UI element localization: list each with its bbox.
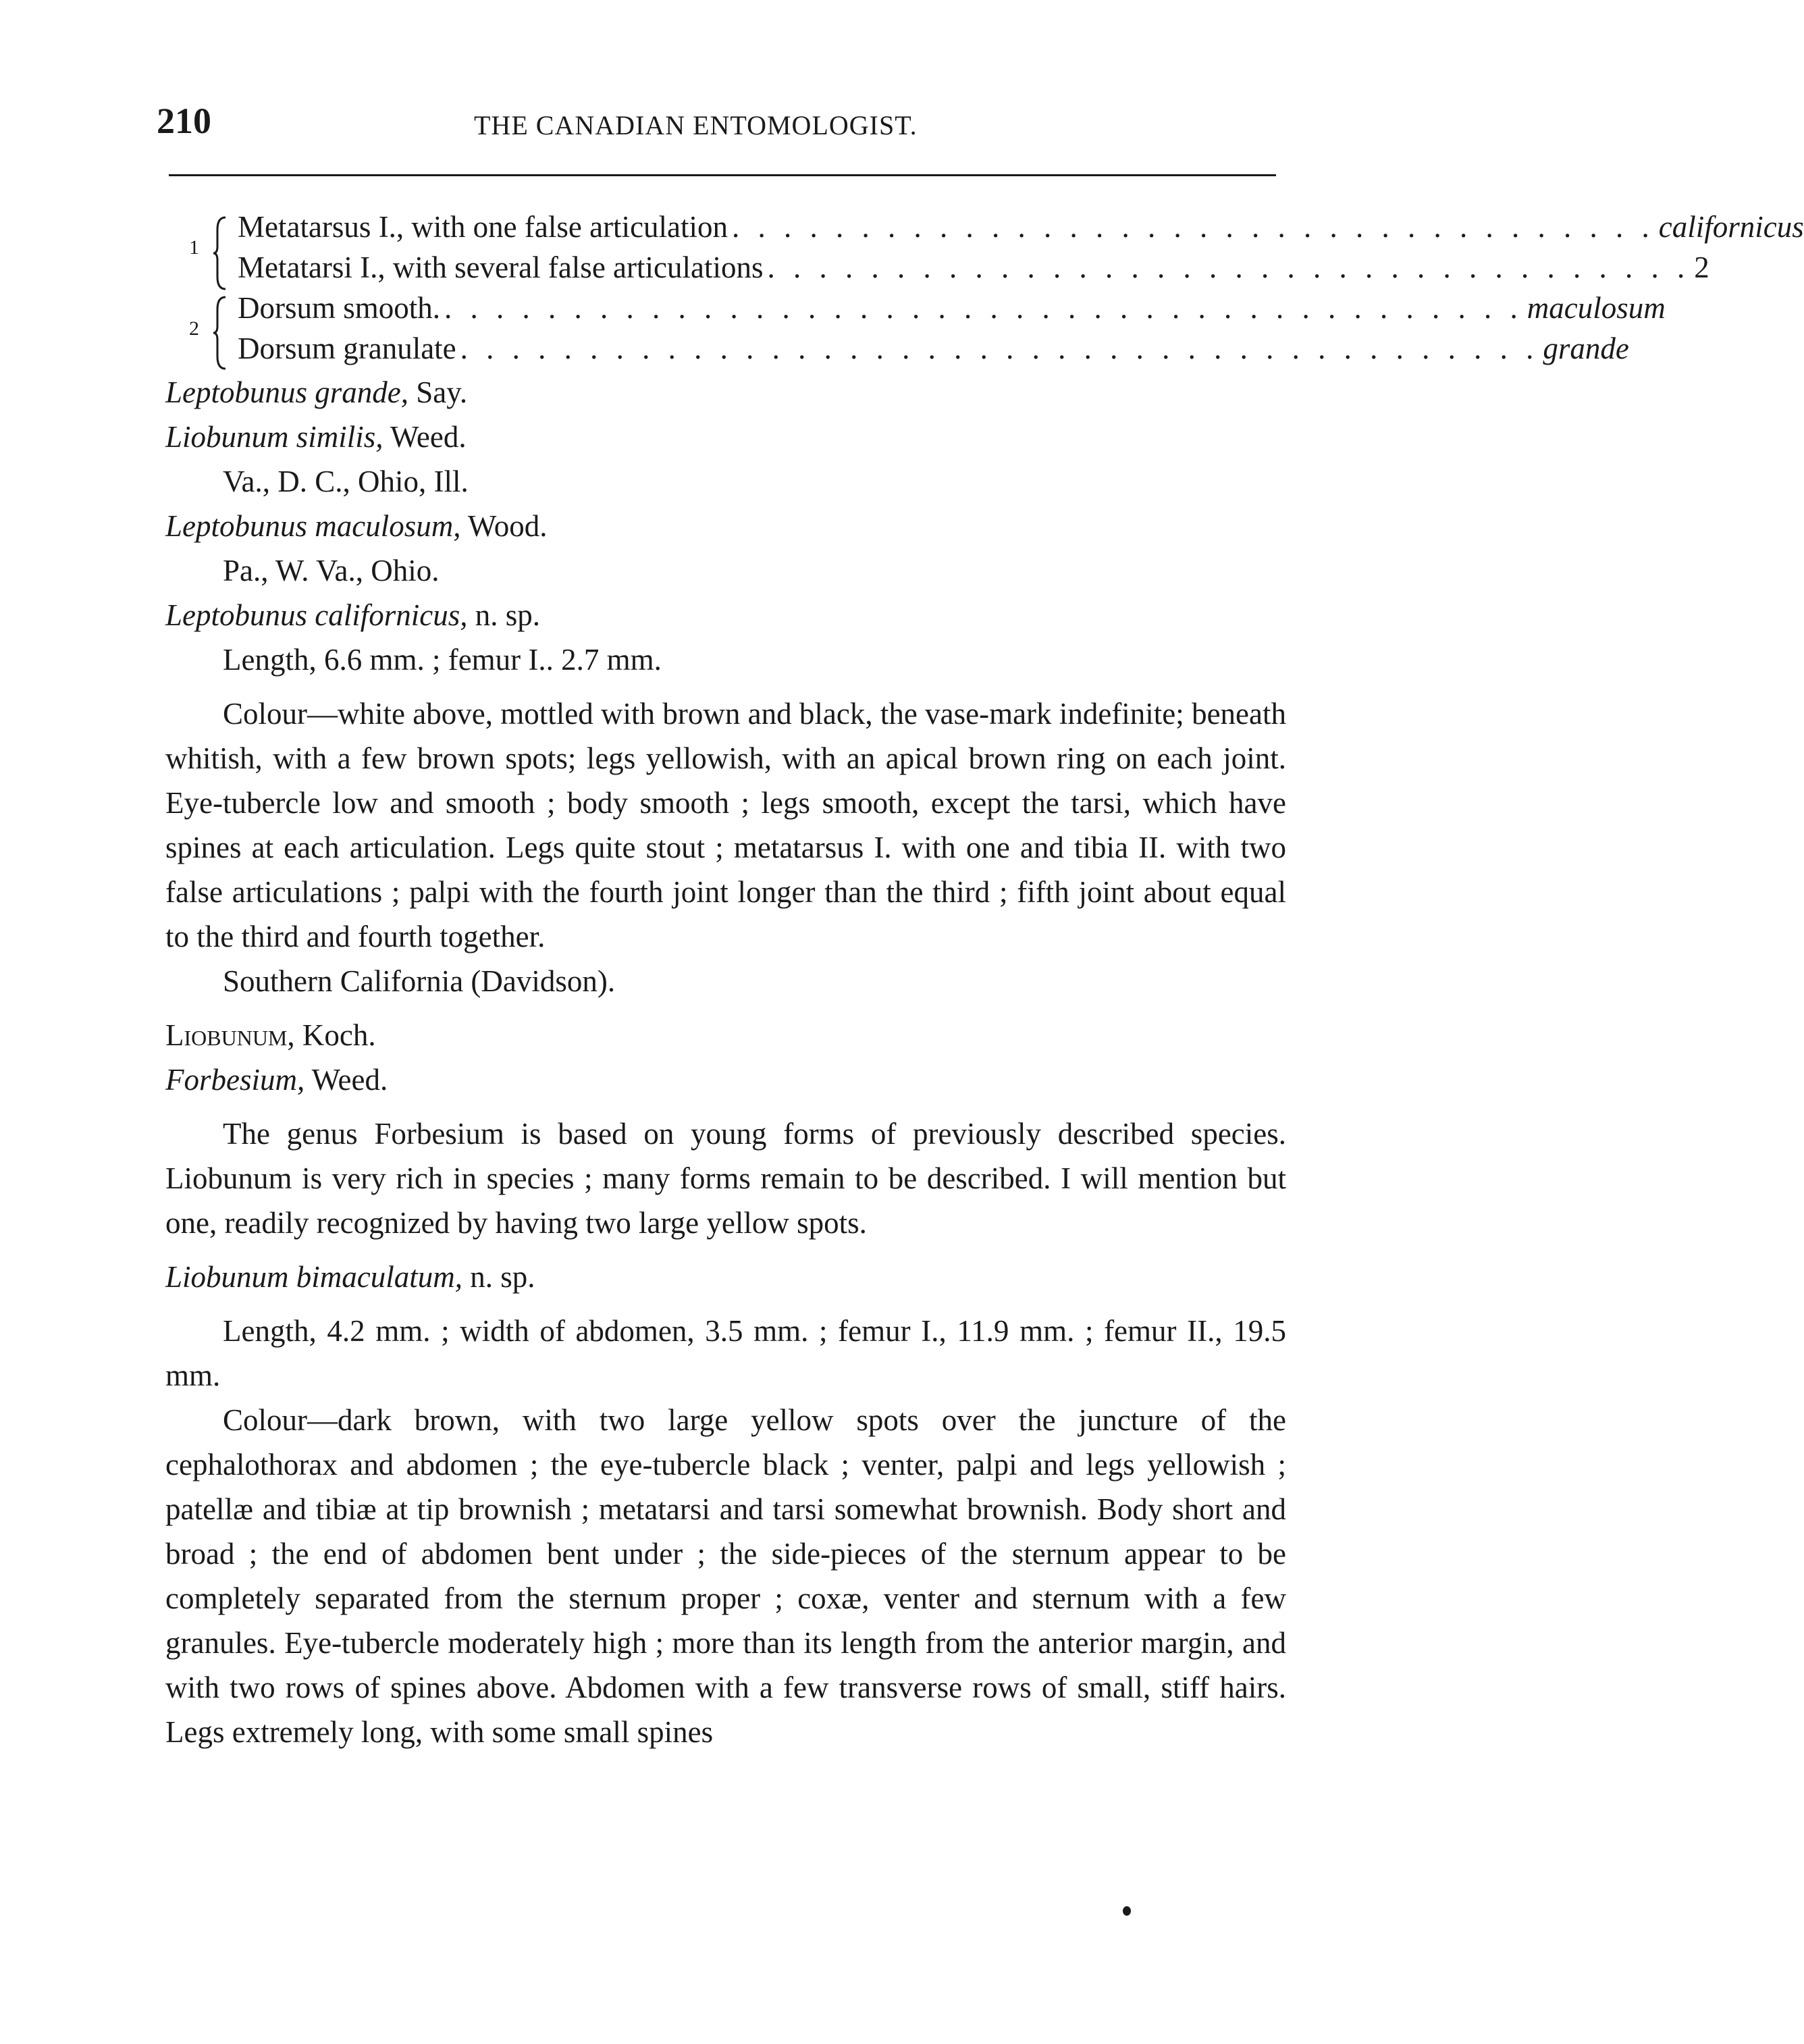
measurement-line: Length, 6.6 mm. ; femur I.. 2.7 mm. — [223, 643, 662, 677]
dot-leader: . . . . . . . . . . . . . . . . . . . . . . . . . . . . . . . . . . . . . . . . . . — [460, 332, 1539, 365]
species-entry — [165, 1057, 1286, 1102]
key-row — [238, 250, 1709, 290]
species-entry — [165, 504, 1286, 548]
species-entry — [165, 593, 1286, 637]
key-lead-text: Metatarsi I., with several false articulations — [238, 251, 764, 284]
species-name: Leptobunus maculosum, — [165, 509, 461, 543]
couplet-number: 1 — [189, 236, 199, 259]
genus-name: Liobunum — [165, 1018, 288, 1052]
locality-line: Southern California (Davidson). — [223, 964, 616, 998]
species-entry — [165, 1255, 1286, 1299]
genus-note-paragraph: The genus Forbesium is based on young forms of previously described species. Liobunum is very rich in species ; many forms remain to be described. I will mention but one, readily recognized by having two large yellow spots. — [165, 1117, 1286, 1240]
dot-leader: . . . . . . . . . . . . . . . . . . . . . . . . . . . . . . . . . . . . — [767, 251, 1691, 284]
species-author: Weed. — [304, 1063, 388, 1097]
key-lead-result: 2 — [1694, 251, 1709, 284]
header-rule — [169, 174, 1276, 176]
locality-line: Pa., W. Va., Ohio. — [223, 554, 440, 587]
genus-entry — [165, 1013, 1286, 1057]
brace-icon — [212, 296, 227, 370]
description-paragraph: Colour—dark brown, with two large yellow spots over the juncture of the cephalothorax and abdomen ; the eye-tubercle black ; venter, palpi and legs yellowish ; patellæ and tibiæ at tip brownish ; metatarsi and tarsi somewhat brownish. Body short and broad ; the end of abdomen bent under ; the side-pieces of the sternum appear to be completely separated from the sternum proper ; coxæ, venter and sternum with a few granules. Eye-tubercle moderately high ; more than its length from the anterior margin, and with two rows of spines above. Abdomen with a few transverse rows of small, stiff hairs. Legs extremely long, with some small spines — [165, 1403, 1286, 1749]
key-lead-text: Dorsum smooth. — [238, 291, 441, 325]
genus-author: , Koch. — [287, 1018, 376, 1052]
key-lead-result: grande — [1543, 332, 1629, 365]
page-number: 210 — [157, 101, 211, 141]
species-entry — [165, 370, 1286, 415]
key-row — [238, 290, 1666, 331]
key-row — [238, 209, 1804, 250]
key-lead-text: Dorsum granulate — [238, 332, 456, 365]
species-name: Leptobunus californicus, — [165, 598, 468, 632]
measurement-paragraph: Length, 4.2 mm. ; width of abdomen, 3.5 mm. ; femur I., 11.9 mm. ; femur II., 19.5 mm. — [165, 1314, 1286, 1392]
description-paragraph: Colour—white above, mottled with brown and black, the vase-mark indefinite; beneath whitish, with a few brown spots; legs yellowish, with an apical brown ring on each joint. Eye-tubercle low and smooth ; body smooth ; legs smooth, except the tarsi, which have spines at each articulation. Legs quite stout ; metatarsus I. with one and tibia II. with two false articulations ; palpi with the fourth joint longer than the third ; fifth joint about equal to the third and fourth together. — [165, 697, 1286, 953]
species-author: n. sp. — [467, 598, 541, 632]
species-author: n. sp. — [462, 1260, 535, 1294]
species-author: Say. — [408, 375, 468, 409]
couplet-number: 2 — [189, 317, 199, 340]
page-header — [157, 100, 1277, 147]
key-lead-text: Metatarsus I., with one false articulation — [238, 210, 728, 244]
ink-mark — [1123, 1906, 1131, 1916]
dot-leader: . . . . . . . . . . . . . . . . . . . . . . . . . . . . . . . . . . . . . . . . . . — [444, 291, 1523, 325]
species-author: Weed. — [383, 420, 467, 454]
species-name: Liobunum bimaculatum, — [165, 1260, 463, 1294]
running-title: THE CANADIAN ENTOMOLOGIST. — [474, 110, 918, 140]
species-name: Leptobunus grande, — [165, 375, 408, 409]
species-author: Wood. — [460, 509, 548, 543]
locality-line: Va., D. C., Ohio, Ill. — [223, 465, 469, 498]
species-entry — [165, 415, 1286, 459]
dot-leader: . . . . . . . . . . . . . . . . . . . . . . . . . . . . . . . . . . . . — [732, 210, 1655, 244]
key-lead-result: californicus — [1658, 210, 1804, 244]
species-name: Forbesium, — [165, 1063, 305, 1097]
main-text — [165, 370, 1286, 1754]
brace-icon — [212, 216, 227, 290]
key-lead-result: maculosum — [1527, 291, 1666, 325]
key-row — [238, 331, 1629, 371]
species-name: Liobunum similis, — [165, 420, 383, 454]
